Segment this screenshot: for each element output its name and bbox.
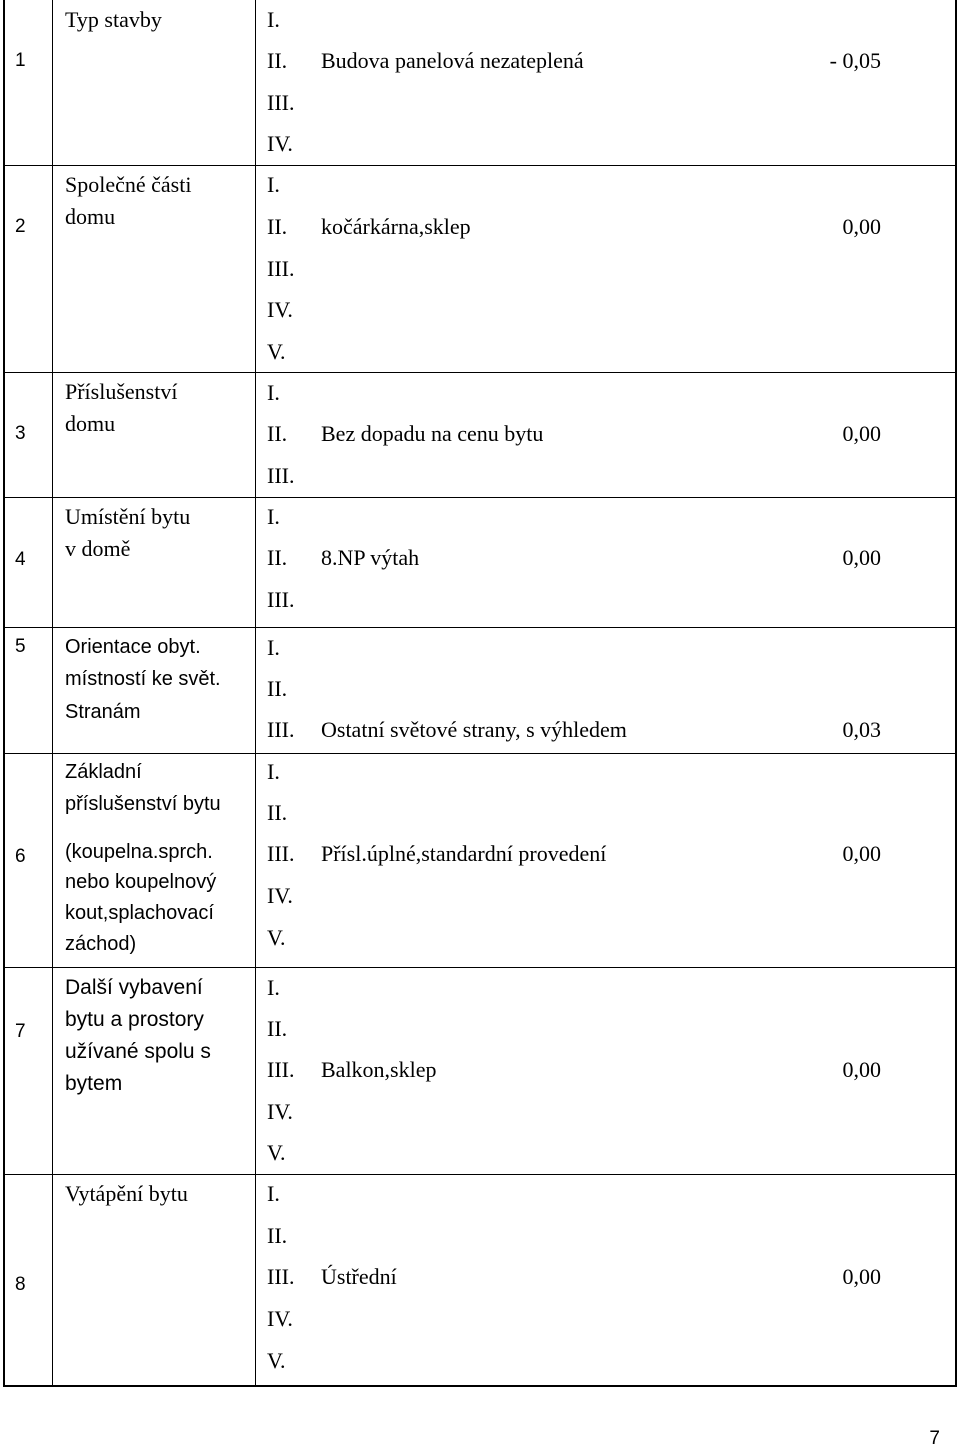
row-label-line: Umístění bytu <box>65 504 191 529</box>
row-value: 0,03 <box>842 717 881 742</box>
row-description: kočárkárna,sklep <box>321 214 471 239</box>
level-label: II. <box>267 214 288 239</box>
row-label-line: záchod) <box>65 933 137 955</box>
level-label: II. <box>267 421 288 446</box>
row-description: 8.NP výtah <box>321 545 420 570</box>
row-description: Balkon,sklep <box>321 1057 437 1082</box>
row-description: Ostatní světové strany, s výhledem <box>321 717 627 742</box>
row-number: 2 <box>15 216 26 237</box>
row-label-line: nebo koupelnový <box>65 871 217 893</box>
row-label-line: Příslušenství <box>65 379 178 404</box>
row-number: 6 <box>15 846 26 867</box>
level-label: I. <box>267 7 280 32</box>
row-label-line: bytu a prostory <box>65 1008 204 1031</box>
row-description: Ústřední <box>321 1264 397 1289</box>
level-label: II. <box>267 800 288 825</box>
row-divider <box>5 497 955 498</box>
level-label: II. <box>267 676 288 701</box>
valuation-table <box>3 0 957 1387</box>
row-divider <box>5 372 955 373</box>
level-label: III. <box>267 717 295 742</box>
row-divider <box>5 627 955 628</box>
level-label: III. <box>267 463 295 488</box>
row-label-line: užívané spolu s <box>65 1040 211 1063</box>
level-label: I. <box>267 759 280 784</box>
level-label: IV. <box>267 1306 293 1331</box>
level-label: II. <box>267 48 288 73</box>
row-label-line: Stranám <box>65 701 141 723</box>
level-label: V. <box>267 925 286 950</box>
level-label: III. <box>267 587 295 612</box>
row-divider <box>5 967 955 968</box>
row-divider <box>5 165 955 166</box>
row-value: 0,00 <box>842 214 881 239</box>
row-label-line: místností ke svět. <box>65 668 221 690</box>
row-label-line: Další vybavení <box>65 976 203 999</box>
level-label: II. <box>267 1223 288 1248</box>
row-label-line: Základní <box>65 761 142 783</box>
row-value: 0,00 <box>842 841 881 866</box>
row-description: Budova panelová nezateplená <box>321 48 584 73</box>
level-label: III. <box>267 1057 295 1082</box>
level-label: III. <box>267 1264 295 1289</box>
row-number: 5 <box>15 636 26 657</box>
level-label: II. <box>267 545 288 570</box>
row-description: Bez dopadu na cenu bytu <box>321 421 544 446</box>
level-label: IV. <box>267 1099 293 1124</box>
page-number: 7 <box>929 1428 940 1449</box>
row-label-line: Společné části <box>65 172 192 197</box>
level-label: III. <box>267 90 295 115</box>
row-number: 8 <box>15 1274 26 1295</box>
row-label-line: domu <box>65 411 116 436</box>
row-number: 1 <box>15 50 26 71</box>
row-label-line: domu <box>65 204 116 229</box>
level-label: IV. <box>267 883 293 908</box>
level-label: I. <box>267 504 280 529</box>
level-label: IV. <box>267 131 293 156</box>
row-label-line: bytem <box>65 1072 123 1095</box>
column-divider-label <box>255 0 256 1385</box>
row-divider <box>5 753 955 754</box>
row-value: - 0,05 <box>829 48 881 73</box>
level-label: I. <box>267 172 280 197</box>
level-label: II. <box>267 1016 288 1041</box>
row-label-line: (koupelna.sprch. <box>65 841 213 863</box>
row-label-line: Typ stavby <box>65 7 162 32</box>
level-label: V. <box>267 1348 286 1373</box>
row-divider <box>5 1174 955 1175</box>
level-label: I. <box>267 635 280 660</box>
level-label: V. <box>267 1140 286 1165</box>
level-label: I. <box>267 1181 280 1206</box>
row-value: 0,00 <box>842 1264 881 1289</box>
row-label-line: Orientace obyt. <box>65 636 201 658</box>
column-divider-number <box>52 0 53 1385</box>
level-label: I. <box>267 380 280 405</box>
row-label-line: v domě <box>65 536 131 561</box>
row-label-line: příslušenství bytu <box>65 793 221 815</box>
row-number: 4 <box>15 549 26 570</box>
level-label: III. <box>267 256 295 281</box>
row-value: 0,00 <box>842 421 881 446</box>
row-label-line: kout,splachovací <box>65 902 214 924</box>
level-label: III. <box>267 841 295 866</box>
row-description: Přísl.úplné,standardní provedení <box>321 841 607 866</box>
level-label: I. <box>267 975 280 1000</box>
row-value: 0,00 <box>842 545 881 570</box>
row-value: 0,00 <box>842 1057 881 1082</box>
level-label: IV. <box>267 297 293 322</box>
level-label: V. <box>267 339 286 364</box>
row-number: 3 <box>15 423 26 444</box>
row-number: 7 <box>15 1021 26 1042</box>
row-label-line: Vytápění bytu <box>65 1181 188 1206</box>
